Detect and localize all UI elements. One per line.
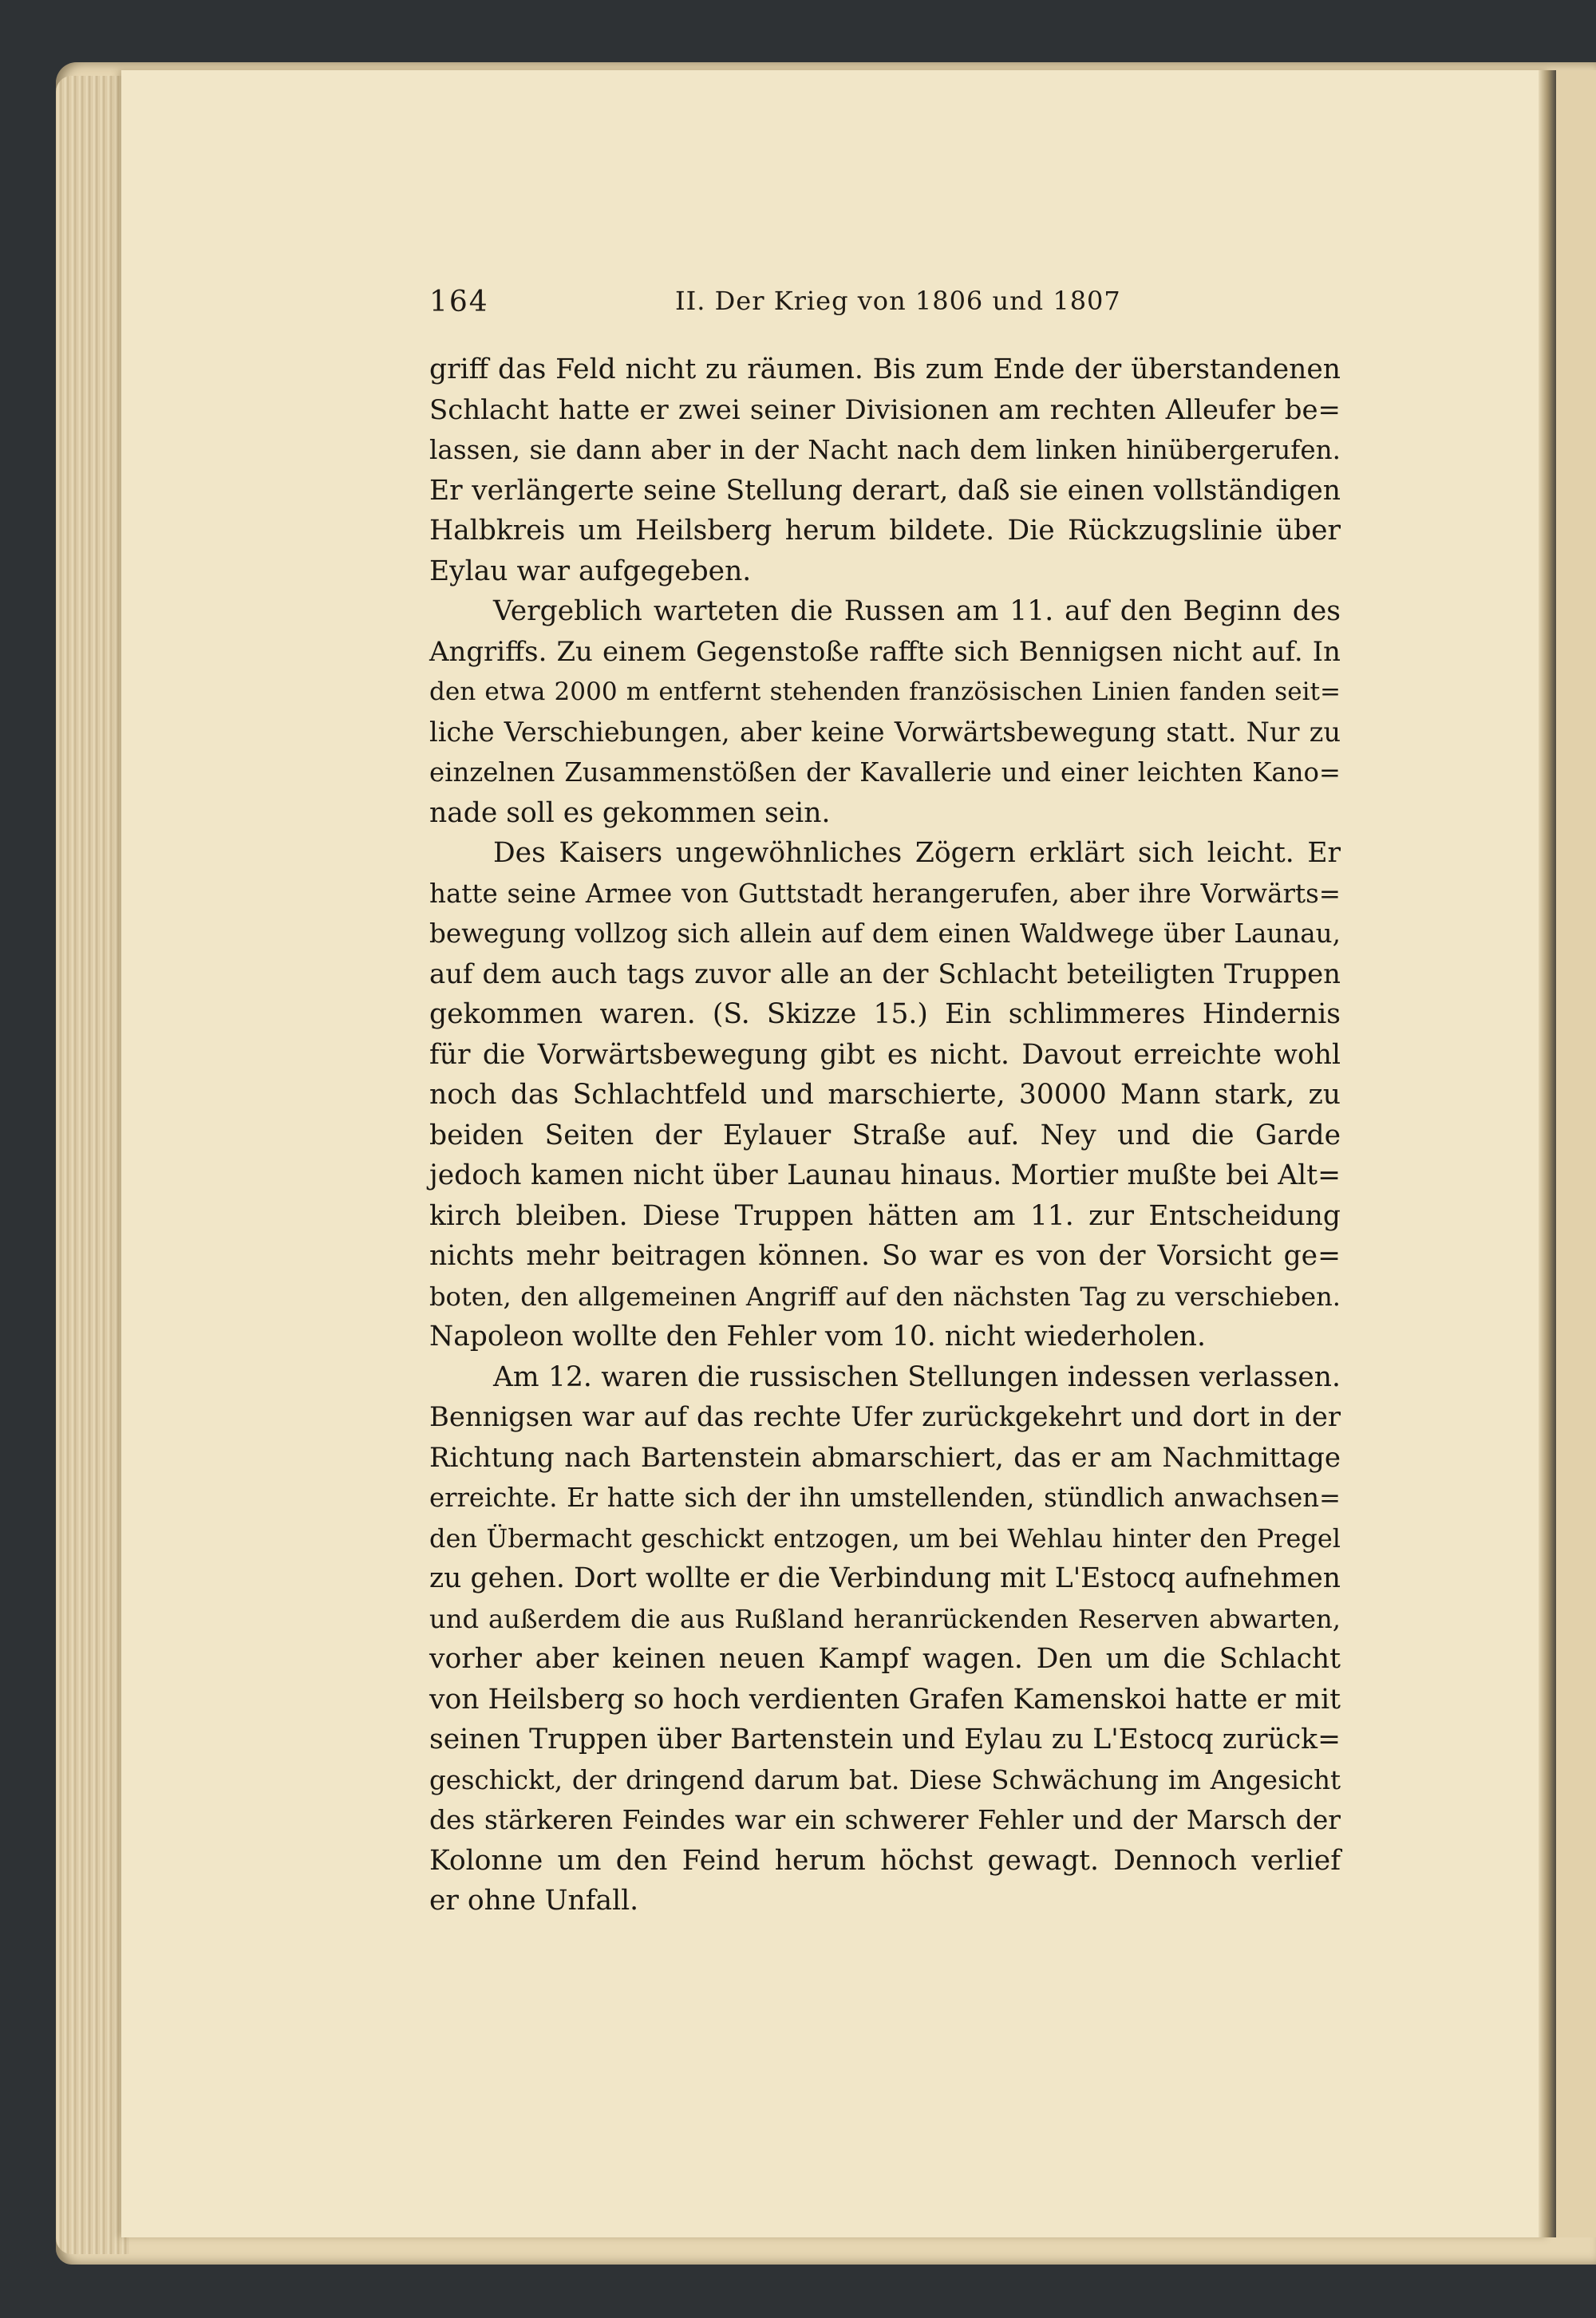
text-line: und außerdem die aus Rußland heranrückenden Reserven abwarten, xyxy=(429,1603,1341,1634)
text-line: er ohne Unfall. xyxy=(429,1885,639,1917)
text-line: jedoch kamen nicht über Launau hinaus. Mortier mußte bei Alt= xyxy=(429,1159,1341,1191)
text-line: boten, den allgemeinen Angriff auf den nächsten Tag zu verschieben. xyxy=(429,1281,1341,1312)
running-head: II. Der Krieg von 1806 und 1807 xyxy=(675,286,1121,316)
text-line: des stärkeren Feindes war ein schwerer Fehler und der Marsch der xyxy=(429,1804,1341,1835)
page-number: 164 xyxy=(429,286,489,318)
text-line: lassen, sie dann aber in der Nacht nach dem linken hinübergerufen. xyxy=(429,435,1341,465)
text-line: von Heilsberg so hoch verdienten Grafen Kamenskoi hatte er mit xyxy=(429,1683,1341,1716)
text-line: den Übermacht geschickt entzogen, um bei Wehlau hinter den Pregel xyxy=(429,1522,1341,1554)
text-line: zu gehen. Dort wollte er die Verbindung mit L'Estocq aufnehmen xyxy=(429,1562,1341,1594)
text-line: Angriffs. Zu einem Gegenstoße raffte sich Bennigsen nicht auf. In xyxy=(429,635,1341,667)
text-line: Er verlängerte seine Stellung derart, daß sie einen vollständigen xyxy=(429,474,1341,507)
text-line: nade soll es gekommen sein. xyxy=(429,796,831,829)
page-header xyxy=(429,281,1341,321)
facing-page-edge xyxy=(1556,70,1596,2237)
text-line: Schlacht hatte er zwei seiner Divisionen am rechten Alleufer be= xyxy=(429,393,1341,426)
body-text xyxy=(429,349,1341,1921)
text-line: Halbkreis um Heilsberg herum bildete. Die Rückzugslinie über xyxy=(429,515,1341,547)
text-line: gekommen waren. (S. Skizze 15.) Ein schlimmeres Hindernis xyxy=(429,998,1341,1030)
text-line: den etwa 2000 m entfernt stehenden französischen Linien fanden seit= xyxy=(429,677,1341,706)
text-line: Eylau war aufgegeben. xyxy=(429,555,752,587)
text-line: nichts mehr beitragen können. So war es von der Vorsicht ge= xyxy=(429,1240,1341,1272)
text-line: liche Verschiebungen, aber keine Vorwärtsbewegung statt. Nur zu xyxy=(429,716,1341,748)
text-line: geschickt, der dringend darum bat. Diese Schwächung im Angesicht xyxy=(429,1764,1341,1795)
text-line: Kolonne um den Feind herum höchst gewagt. Dennoch verlief xyxy=(429,1844,1341,1877)
text-line: auf dem auch tags zuvor alle an der Schlacht beteiligten Truppen xyxy=(429,958,1341,989)
text-line: griff das Feld nicht zu räumen. Bis zum Ende der überstandenen xyxy=(429,353,1341,385)
text-line: Des Kaisers ungewöhnliches Zögern erklärt sich leicht. Er xyxy=(493,837,1341,869)
text-line: seinen Truppen über Bartenstein und Eylau zu L'Estocq zurück= xyxy=(429,1724,1341,1755)
text-line: hatte seine Armee von Guttstadt herangerufen, aber ihre Vorwärts= xyxy=(429,878,1341,909)
text-line: erreichte. Er hatte sich der ihn umstellenden, stündlich anwachsen= xyxy=(429,1483,1341,1513)
text-line: kirch bleiben. Diese Truppen hätten am 11. zur Entscheidung xyxy=(429,1199,1341,1232)
text-line: Richtung nach Bartenstein abmarschiert, das er am Nachmittage xyxy=(429,1441,1341,1474)
text-line: Napoleon wollte den Fehler vom 10. nicht wiederholen. xyxy=(429,1321,1206,1352)
book-gutter xyxy=(1539,70,1556,2237)
text-line: Vergeblich warteten die Russen am 11. auf den Beginn des xyxy=(493,595,1341,627)
text-line: für die Vorwärtsbewegung gibt es nicht. Davout erreichte wohl xyxy=(429,1038,1341,1071)
text-line: Am 12. waren die russischen Stellungen indessen verlassen. xyxy=(493,1360,1341,1393)
text-line: beiden Seiten der Eylauer Straße auf. Ney und die Garde xyxy=(429,1119,1341,1151)
page-edges xyxy=(56,76,129,2254)
text-line: Bennigsen war auf das rechte Ufer zurückgekehrt und dort in der xyxy=(429,1401,1341,1432)
text-line: einzelnen Zusammenstößen der Kavallerie und einer leichten Kano= xyxy=(429,757,1341,788)
text-line: bewegung vollzog sich allein auf dem einen Waldwege über Launau, xyxy=(429,918,1341,949)
text-line: noch das Schlachtfeld und marschierte, 30000 Mann stark, zu xyxy=(429,1079,1341,1111)
text-line: vorher aber keinen neuen Kampf wagen. Den um die Schlacht xyxy=(429,1643,1341,1675)
